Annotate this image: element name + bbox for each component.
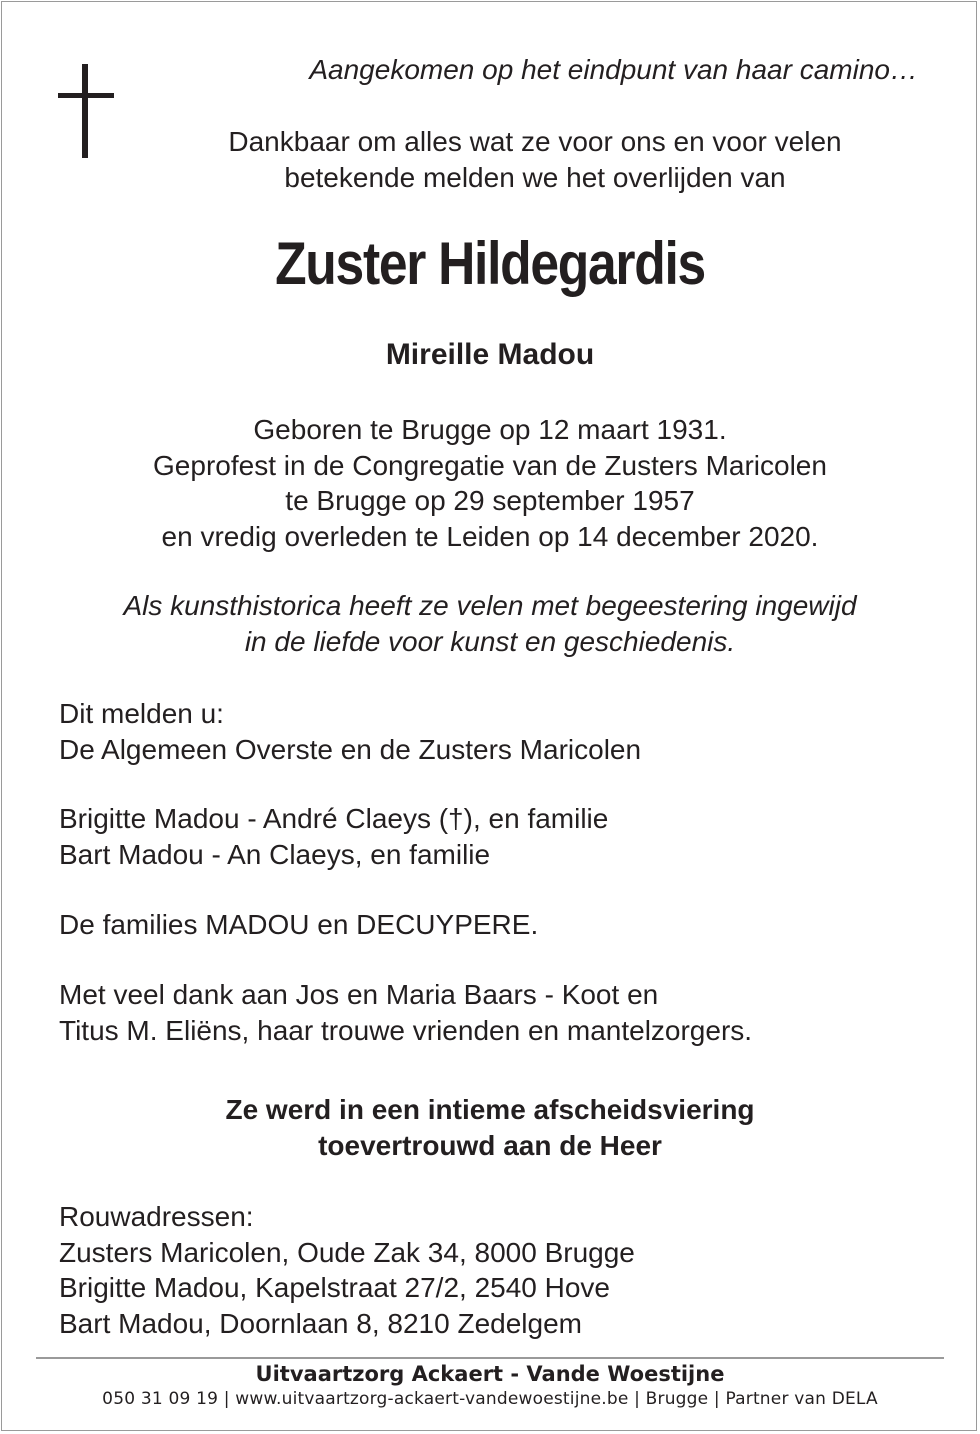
lead-line: betekende melden we het overlijden van (284, 162, 786, 193)
announcers-congregation: De Algemeen Overste en de Zusters Maricolen (59, 733, 642, 765)
deceased-name: Zuster Hildegardis (275, 230, 705, 297)
address-line: Bart Madou, Doornlaan 8, 8210 Zedelgem (59, 1307, 582, 1339)
bio-line: en vredig overleden te Leiden op 14 december 2020. (161, 520, 819, 552)
undertaker-contact: 050 31 09 19 | www.uitvaartzorg-ackaert-vandewoestijne.be | Brugge | Partner van DELA (102, 1389, 878, 1409)
announcers-families: De families MADOU en DECUYPERE. (59, 909, 539, 940)
footer-divider (36, 1357, 944, 1359)
thanks-line: Met veel dank aan Jos en Maria Baars - Koot en (59, 979, 659, 1010)
announcers-family (59, 801, 608, 872)
lead-line: Dankbaar om alles wat ze voor ons en voor velen (228, 126, 842, 157)
announcers-intro (59, 696, 641, 767)
tribute-quote (0, 588, 980, 659)
farewell-line: toevertrouwd aan de Heer (318, 1130, 662, 1161)
bio-line: Geboren te Brugge op 12 maart 1931. (253, 414, 727, 445)
civil-name: Mireille Madou (385, 338, 595, 371)
undertaker-name: Uitvaartzorg Ackaert - Vande Woestijne (255, 1362, 725, 1386)
thanks-line: Titus M. Eliëns, haar trouwe vrienden en mantelzorgers. (59, 1014, 753, 1046)
family-line: Brigitte Madou - André Claeys (†), en familie (59, 803, 609, 834)
address-line: Brigitte Madou, Kapelstraat 27/2, 2540 Hove (59, 1272, 611, 1303)
farewell-text (0, 1092, 980, 1164)
announcers-label: Dit melden u: (59, 698, 224, 729)
intro-line: Aangekomen op het eindpunt van haar camino… (309, 54, 918, 85)
quote-line: Als kunsthistorica heeft ze velen met begeestering ingewijd (123, 590, 857, 621)
farewell-line: Ze werd in een intieme afscheidsviering (225, 1094, 755, 1125)
condolence-addresses (59, 1199, 635, 1341)
quote-line: in de liefde voor kunst en geschiedenis. (244, 625, 736, 657)
bio-line: te Brugge op 29 september 1957 (285, 485, 695, 516)
thanks (59, 977, 752, 1048)
bio-line: Geprofest in de Congregatie van de Zusters Maricolen (153, 449, 827, 481)
lead-text (190, 124, 880, 196)
addresses-title: Rouwadressen: (59, 1201, 254, 1232)
family-line: Bart Madou - An Claeys, en familie (59, 838, 491, 870)
address-line: Zusters Maricolen, Oude Zak 34, 8000 Brugge (59, 1236, 635, 1268)
biography (0, 412, 980, 554)
